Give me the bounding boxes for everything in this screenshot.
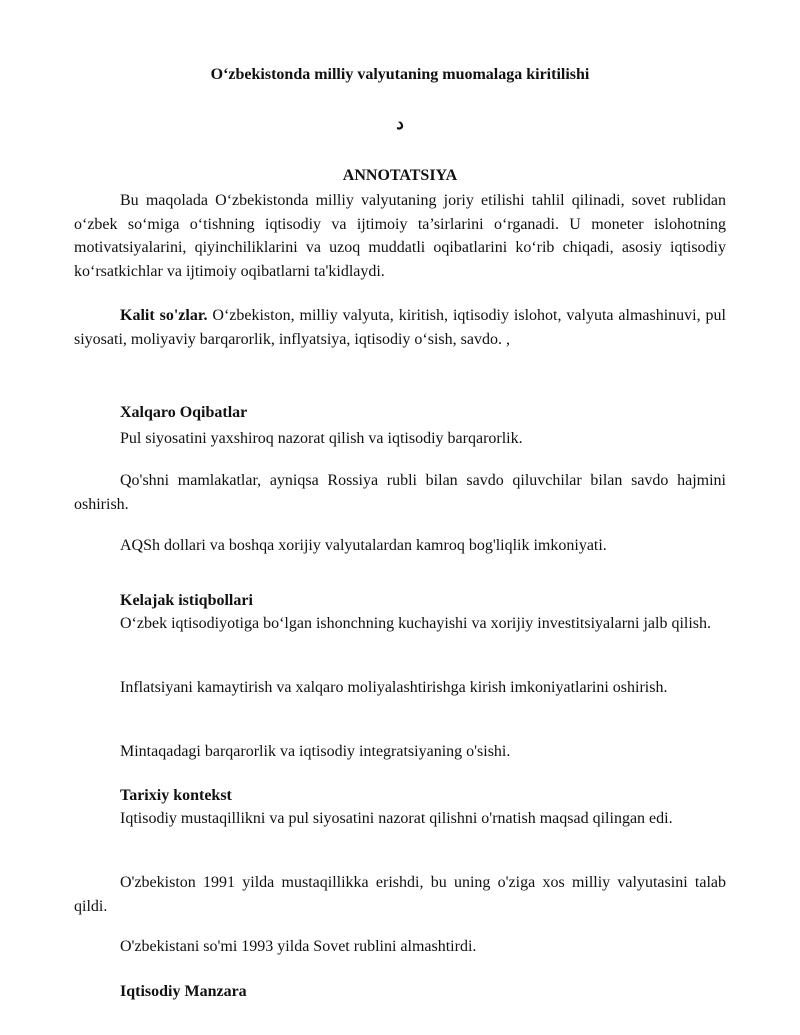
paragraph: Qo'shni mamlakatlar, ayniqsa Rossiya rubli bilan savdo qiluvchilar bilan savdo hajmini oshirish. [74, 472, 726, 513]
annotation-paragraph: Bu maqolada O‘zbekistonda milliy valyutaning joriy etilishi tahlil qilinadi, sovet rublidan o‘zbek so‘miga o‘tishning iqtisodiy va ijtimoiy ta’sirlarini o‘rganadi. U moneter islohotning motivatsiyalarini, qiyinchiliklarini va uzoq muddatli oqibatlarini ko‘rib chiqadi, asosiy iqtisodiy ko‘rsatkichlar va ijtimoiy oqibatlarni ta'kidlaydi. [74, 192, 726, 280]
paragraph: Inflatsiyani kamaytirish va xalqaro moliyalashtirishga kirish imkoniyatlarini oshirish. [120, 679, 668, 696]
section-title-tarixiy: Tarixiy kontekst [120, 787, 232, 804]
paragraph: O'zbekistani so'mi 1993 yilda Sovet rublini almashtirdi. [120, 938, 477, 955]
title-mark: د [396, 114, 404, 133]
paragraph: AQSh dollari va boshqa xorijiy valyutalardan kamroq bog'liqlik imkoniyati. [120, 537, 607, 554]
section-title-kelajak: Kelajak istiqbollari [120, 592, 253, 609]
document-title: O‘zbekistonda milliy valyutaning muomalaga kiritilishi [210, 66, 590, 83]
keywords-text: O‘zbekiston, milliy valyuta, kiritish, iqtisodiy islohot, valyuta almashinuvi, pul siyosati, moliyaviy barqarorlik, inflyatsiya, iqtisodiy o‘sish, savdo. , [74, 307, 726, 348]
paragraph: Mintaqadagi barqarorlik va iqtisodiy integratsiyaning o'sishi. [120, 743, 511, 760]
paragraph: Iqtisodiy mustaqillikni va pul siyosatini nazorat qilishni o'rnatish maqsad qilingan edi. [120, 810, 673, 827]
paragraph: O‘zbek iqtisodiyotiga bo‘lgan ishonchning kuchayishi va xorijiy investitsiyalarni jalb qilish. [120, 615, 712, 632]
section-title-xalqaro: Xalqaro Oqibatlar [120, 404, 248, 421]
keywords-label: Kalit so'zlar. [120, 307, 208, 324]
paragraph: Pul siyosatini yaxshiroq nazorat qilish va iqtisodiy barqarorlik. [120, 430, 523, 447]
section-title-iqtisodiy: Iqtisodiy Manzara [120, 983, 247, 1000]
paragraph: O'zbekiston 1991 yilda mustaqillikka erishdi, bu uning o'ziga xos milliy valyutasini talab qildi. [74, 874, 726, 915]
annotation-heading: ANNOTATSIYA [342, 167, 458, 184]
keywords-paragraph [74, 304, 726, 351]
